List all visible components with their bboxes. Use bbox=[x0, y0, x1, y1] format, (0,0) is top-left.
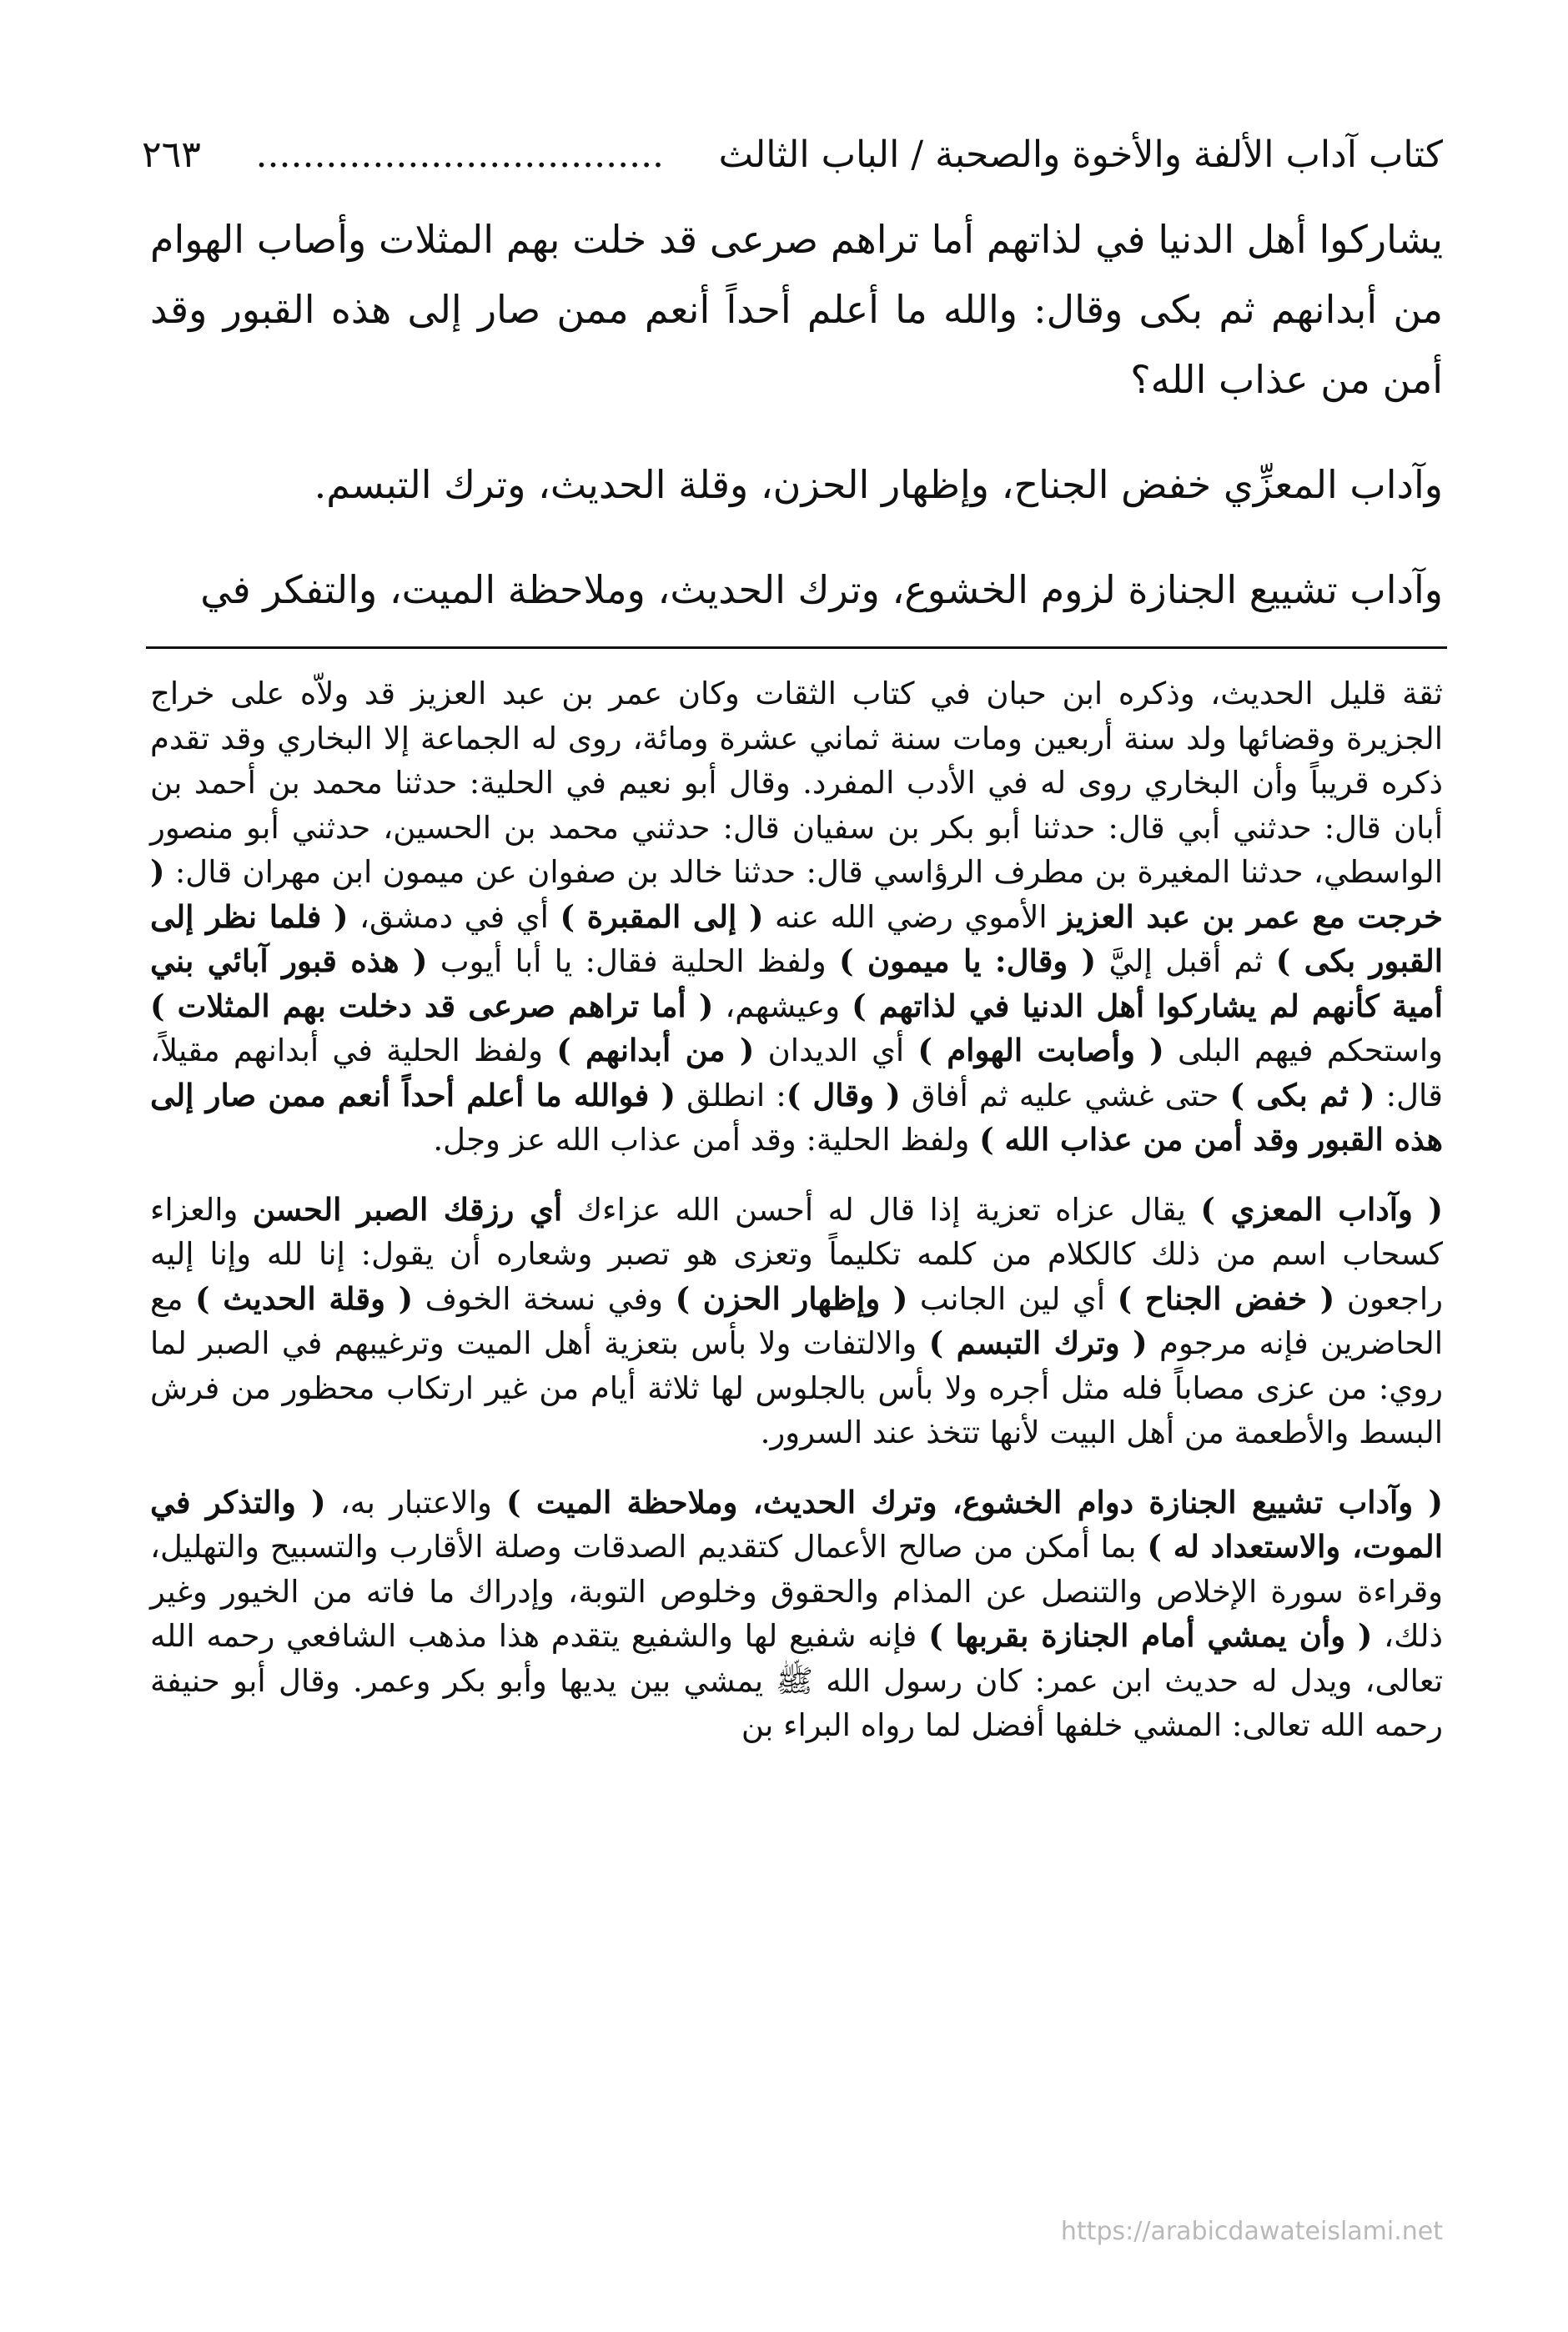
bold-run: ( ثم بكى ) bbox=[1229, 1076, 1375, 1113]
running-header bbox=[142, 117, 1443, 192]
commentary-paragraph-1 bbox=[150, 671, 1443, 1163]
header-dots: ................................... bbox=[255, 133, 665, 176]
text-run: حتى غشي عليه ثم أفاق bbox=[900, 1077, 1230, 1113]
bold-run: ( والتذكر في الموت، والاستعداد له ) bbox=[150, 1483, 1443, 1565]
text-run: ولفظ الحلية في أبدانهم مقيلاً، قال: bbox=[150, 1033, 1443, 1113]
commentary bbox=[150, 671, 1443, 1748]
text-run: ثم أقبل إليَّ bbox=[1096, 943, 1276, 979]
text-run: والاعتبار به، bbox=[325, 1484, 507, 1520]
text-run: وفي نسخة الخوف bbox=[413, 1280, 676, 1317]
text-run: فإنه شفيع لها والشفيع يتقدم هذا مذهب الشافعي رحمه الله تعالى، ويدل له حديث ابن عمر: كان رسول الله ﷺ يمشي بين يديها وأبو بكر وعمر. وقال أبو حنيفة رحمه الله تعالى: المشي خلفها أفضل لما رواه البراء بن bbox=[150, 1618, 1443, 1743]
bold-run: ( وقال: يا ميمون ) bbox=[839, 942, 1097, 979]
bold-run: ( فلما نظر إلى القبور بكى ) bbox=[150, 897, 1444, 979]
bold-run: ( وآداب المعزي ) bbox=[1200, 1190, 1444, 1228]
text-run: أي الديدان bbox=[754, 1033, 918, 1068]
text-run: أي في دمشق، bbox=[348, 898, 560, 935]
bold-run: ( وقلة الحديث ) bbox=[195, 1279, 414, 1317]
text-run: ولفظ الحلية فقال: يا أبا أيوب bbox=[427, 943, 840, 979]
text-run: يقال عزاه تعزية إذا قال له أحسن الله عزاءك bbox=[562, 1191, 1201, 1228]
bold-run: ( إلى المقبرة ) bbox=[560, 897, 764, 935]
bold-run: أي رزقك الصبر الحسن bbox=[252, 1190, 563, 1228]
text-run: أي لين الجانب bbox=[907, 1280, 1118, 1317]
bold-run: ( وأصابت الهوام ) bbox=[917, 1032, 1164, 1068]
commentary-paragraph-3 bbox=[150, 1480, 1443, 1748]
bold-run: ( وإظهار الحزن ) bbox=[675, 1279, 908, 1317]
header-title: كتاب آداب الألفة والأخوة والصحبة / الباب الثالث bbox=[718, 133, 1443, 176]
text-run: والعزاء كسحاب اسم من ذلك كالكلام من كلمه تكليماً وتعزى هو تصبر وشعاره أن يقول: إنا لله وإنا إليه راجعون bbox=[150, 1191, 1443, 1317]
text-run: : انطلق bbox=[676, 1077, 787, 1113]
bold-run: ( خرجت مع عمر بن عبد العزيز bbox=[150, 853, 1443, 935]
text-run: وعيشهم، bbox=[713, 988, 852, 1024]
main-paragraph-2: وآداب المعزِّي خفض الجناح، وإظهار الحزن، وقلة الحديث، وترك التبسم. bbox=[314, 462, 1443, 507]
bold-run: ( من أبدانهم ) bbox=[556, 1032, 755, 1068]
bold-run: ( وقال ) bbox=[786, 1076, 901, 1113]
text-run: والالتفات ولا بأس بتعزية أهل الميت وترغيبهم في الصبر لما روي: من عزى مصاباً فله مثل أجره ولا بأس بالجلوس لها ثلاثة أيام من غير ارتكاب محظور من فرش البسط والأطعمة من أهل البيت لأنها تتخذ عند السرور. bbox=[150, 1325, 1443, 1450]
bold-run: ( وآداب تشييع الجنازة دوام الخشوع، وترك الحديث، وملاحظة الميت ) bbox=[506, 1483, 1443, 1520]
text-run: ولفظ الحلية: وقد أمن عذاب الله عز وجل. bbox=[433, 1122, 980, 1158]
bold-run: ( وترك التبسم ) bbox=[928, 1324, 1148, 1361]
footnote-divider bbox=[146, 646, 1447, 649]
page-number: ٢٦٣ bbox=[142, 133, 201, 176]
bold-run: ( أما تراهم صرعى قد دخلت بهم المثلات ) bbox=[150, 987, 714, 1024]
watermark-url: https://arabicdawateislami.net bbox=[1060, 2217, 1443, 2246]
text-run: مع الحاضرين فإنه مرجوم bbox=[150, 1280, 1443, 1361]
text-run: الأموي رضي الله عنه bbox=[763, 898, 1059, 935]
main-paragraph-1: يشاركوا أهل الدنيا في لذاتهم أما تراهم صرعى قد خلت بهم المثلات وأصاب الهوام من أبدانهم ثم بكى وقال: والله ما أعلم أحداً أنعم ممن صار إلى هذه القبور وقد أمن من عذاب الله؟ bbox=[150, 217, 1443, 402]
bold-run: ( وأن يمشي أمام الجنازة بقربها ) bbox=[928, 1617, 1373, 1654]
commentary-paragraph-2 bbox=[150, 1188, 1443, 1455]
bold-run: ( خفض الجناح ) bbox=[1117, 1279, 1335, 1317]
bold-run: ( فوالله ما أعلم أحداً أنعم ممن صار إلى هذه القبور وقد أمن من عذاب الله ) bbox=[150, 1076, 1443, 1158]
text-run: واستحكم فيهم البلى bbox=[1163, 1033, 1443, 1068]
main-paragraph-3: وآداب تشييع الجنازة لزوم الخشوع، وترك الحديث، وملاحظة الميت، والتفكر في bbox=[200, 567, 1443, 612]
text-run: بما أمكن من صالح الأعمال كتقديم الصدقات وصلة الأقارب والتسبيح والتهليل، وقراءة سورة الإخلاص والتنصل عن المذام والحقوق وخلوص التوبة، وإدراك ما فاته من الخيور وغير ذلك، bbox=[150, 1529, 1444, 1654]
bold-run: ( هذه قبور آبائي بني أمية كأنهم لم يشاركوا أهل الدنيا في لذاتهم ) bbox=[150, 942, 1443, 1024]
main-text bbox=[150, 204, 1443, 625]
text-run: ثقة قليل الحديث، وذكره ابن حبان في كتاب الثقات وكان عمر بن عبد العزيز قد ولاّه على خراج الجزيرة وقضائها ولد سنة أربعين ومات سنة ثماني عشرة ومائة، روى له الجماعة إلا البخاري وقد تقدم ذكره قريباً وأن البخاري روى له في الأدب المفرد. وقال أبو نعيم في الحلية: حدثنا محمد بن أحمد بن أبان قال: حدثني أبي قال: حدثنا أبو بكر بن سفيان قال: حدثني محمد بن الحسين، حدثني أبو منصور الواسطي، حدثنا المغيرة بن مطرف الرؤاسي قال: حدثنا خالد بن صفوان عن ميمون ابن مهران قال: bbox=[150, 676, 1443, 890]
